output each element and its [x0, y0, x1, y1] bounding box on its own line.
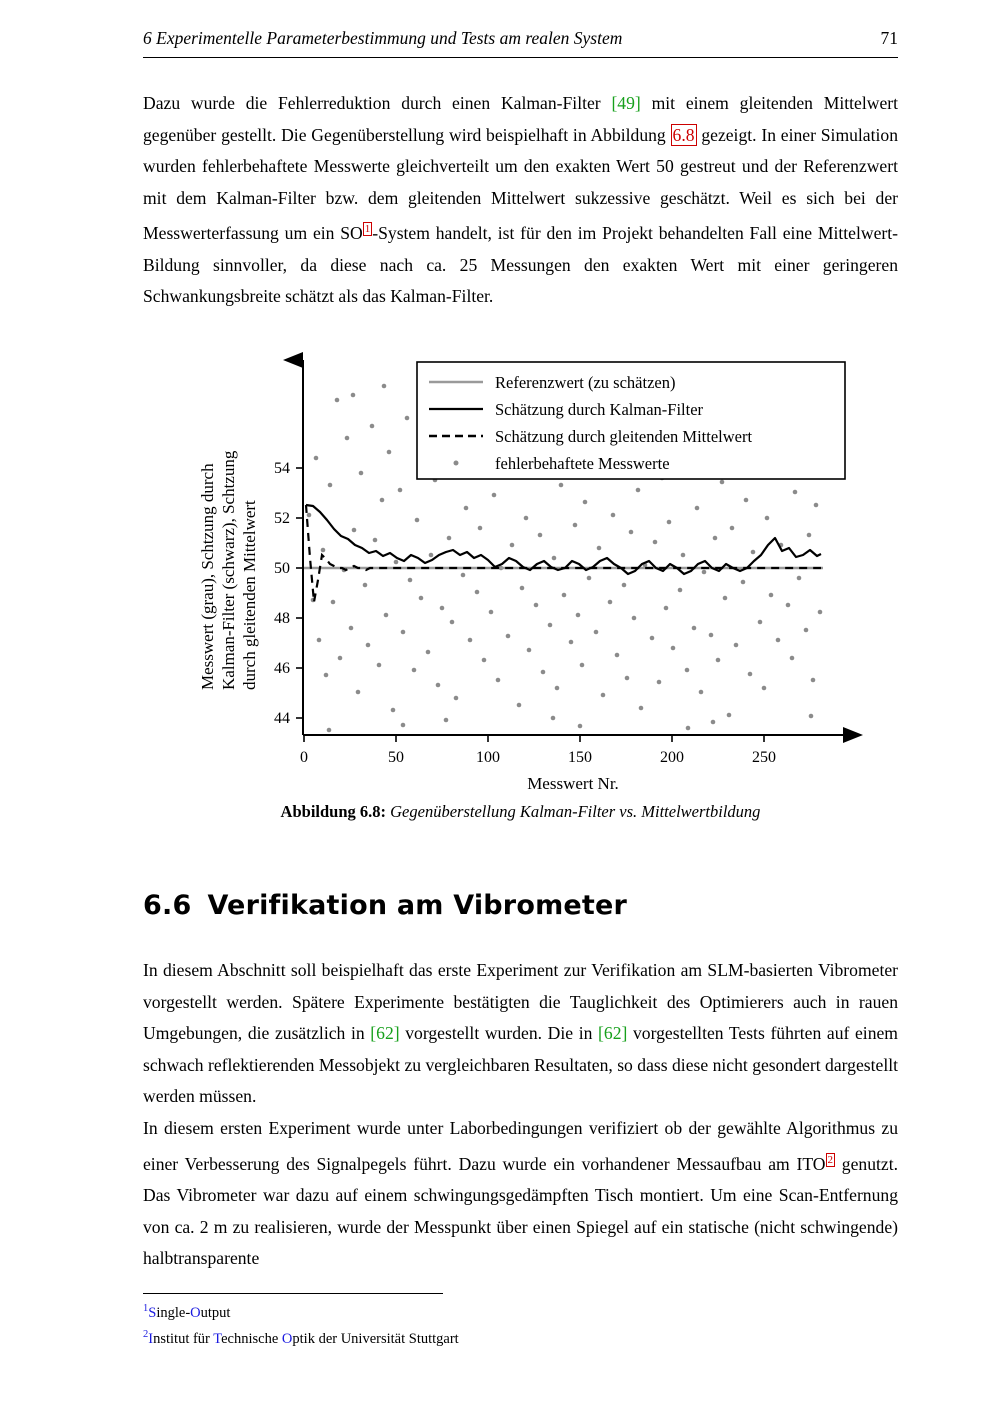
footnote-2-part-4: O: [281, 1330, 293, 1347]
citation-62-b[interactable]: [62]: [598, 1023, 628, 1044]
figure-caption: [143, 802, 898, 822]
footnote-1-number: 1: [143, 1303, 149, 1314]
footnote-marker-2[interactable]: 2: [827, 1153, 833, 1166]
p1-text-2: mit einem gleitenden Mittelwert gegenüber gestellt. Die Gegenüberstellung wird beispielhaft in Abbildung: [143, 93, 898, 145]
paragraph-1: [143, 88, 898, 313]
footnote-1-part-1: ingle-: [156, 1304, 191, 1321]
footnote-1-part-0: S: [148, 1304, 157, 1321]
footnote-2-number: 2: [143, 1328, 149, 1340]
p1-text-3: gezeigt. In einer Simulation wurden fehlerbehaftete Messwerte gleichverteilt um den exakten Wert 50 gestreut und der Referenzwert mit dem Kalman-Filter bzw. dem gleitenden Mittelwert sukzessive geschätzt. Weil es sich bei der Messwerterfassung um ein SO: [143, 124, 898, 244]
section-heading-6-6: [143, 890, 627, 921]
figure-6-8: [143, 340, 898, 790]
p3-text-2: genutzt. Das Vibrometer war dazu auf einem schwingungsgedämpften Tisch montiert. Um eine Scan-Entfernung von ca. 2 m zu realisieren, wurde der Messpunkt über einen Spiegel auf ein statische (nicht schwingende) halbtransparente: [143, 1153, 898, 1269]
svg-text:50: 50: [388, 749, 404, 766]
legend-label-kalman: Schätzung durch Kalman-Filter: [495, 400, 704, 419]
citation-49[interactable]: [49]: [611, 93, 641, 113]
svg-text:150: 150: [568, 749, 592, 766]
running-head-chapter: 6 Experimentelle Parameterbestimmung und Tests am realen System: [143, 28, 623, 48]
section-number: 6.6: [143, 890, 192, 921]
paragraph-2: [143, 955, 898, 1113]
p2-text-2: vorgestellt wurden. Die in: [399, 1023, 599, 1044]
footnote-2: [143, 1324, 898, 1350]
figure-caption-label: Abbildung 6.8:: [280, 802, 387, 821]
kalman-filter-line: [306, 505, 821, 574]
footnote-area: [143, 1298, 898, 1350]
y-axis-label-line2: Kalman-Filter (schwarz), Schtzung: [219, 450, 238, 690]
legend-label-reference: Referenzwert (zu schätzen): [495, 373, 676, 392]
svg-text:44: 44: [274, 710, 290, 727]
header-divider: [143, 57, 898, 58]
footnote-2-part-2: T: [213, 1330, 222, 1347]
p2-text-1: In diesem Abschnitt soll beispielhaft das erste Experiment zur Verifikation am SLM-basierten Vibrometer vorgestellt werden. Spätere Experimente bestätigten die Tauglichkeit des Optimierers auch in rauen Umgebungen, die zusätzlich in: [143, 960, 898, 1044]
paragraph-3: [143, 1113, 898, 1275]
footnote-divider: [143, 1293, 443, 1294]
p1-text-4: -System handelt, ist für den im Projekt behandelten Fall eine Mittelwert-Bildung sinnvoller, da diese nach ca. 25 Messungen den exakten Wert mit einer geringeren Schwankungsbreite schätzt als das Kalman-Filter.: [143, 223, 898, 307]
svg-text:50: 50: [274, 560, 290, 577]
svg-text:52: 52: [274, 510, 290, 527]
svg-text:250: 250: [752, 749, 776, 766]
svg-text:200: 200: [660, 749, 684, 766]
y-axis-label-line3: durch gleitenden Mittelwert: [240, 500, 259, 690]
svg-text:100: 100: [476, 749, 500, 766]
x-axis-label: Messwert Nr.: [527, 774, 619, 790]
section-title: Verifikation am Vibrometer: [207, 890, 628, 921]
figure-reference-6-8[interactable]: 6.8: [672, 124, 695, 145]
svg-text:48: 48: [274, 610, 290, 627]
p3-text-1: In diesem ersten Experiment wurde unter Laborbedingungen verifiziert ob der gewählte Algorithmus zu einer Verbesserung des Signalpegels führt. Dazu wurde ein vorhandener Messaufbau am ITO: [143, 1118, 898, 1174]
footnote-2-part-1: nstitut für: [153, 1330, 214, 1347]
kalman-vs-mean-chart: [143, 340, 898, 790]
svg-text:0: 0: [300, 749, 308, 766]
legend-label-measurements: fehlerbehaftete Messwerte: [495, 454, 670, 473]
svg-text:46: 46: [274, 660, 290, 677]
y-axis-ticks: [274, 460, 303, 727]
p2-text-3: vorgestellten Tests führten auf einem schwach reflektierenden Messobjekt zu vergleichbaren Resultaten, so dass diese nicht gesondert dargestellt werden müssen.: [143, 1023, 898, 1107]
chart-legend: [417, 362, 845, 479]
p1-text-1: Dazu wurde die Fehlerreduktion durch einen Kalman-Filter: [143, 93, 612, 113]
page-number: 71: [880, 28, 898, 48]
moving-average-line: [306, 505, 821, 602]
svg-text:54: 54: [274, 460, 290, 477]
footnote-2-part-5: ptik der Universität Stuttgart: [292, 1330, 459, 1347]
page-header: [143, 28, 898, 49]
x-axis-ticks: [300, 735, 776, 766]
footnote-marker-1[interactable]: 1: [364, 223, 371, 236]
footnote-2-part-3: echnische: [221, 1330, 282, 1347]
footnote-1-part-2: O: [190, 1304, 201, 1321]
y-axis-label-line1: Messwert (grau), Schtzung durch: [198, 463, 217, 690]
legend-label-moving-average: Schätzung durch gleitenden Mittelwert: [495, 427, 753, 446]
citation-62-a[interactable]: [62]: [370, 1023, 400, 1044]
figure-caption-text: Gegenüberstellung Kalman-Filter vs. Mittelwertbildung: [386, 802, 761, 821]
footnote-1: [143, 1298, 898, 1324]
footnote-1-part-3: utput: [200, 1304, 231, 1321]
footnote-2-part-0: I: [148, 1330, 154, 1347]
